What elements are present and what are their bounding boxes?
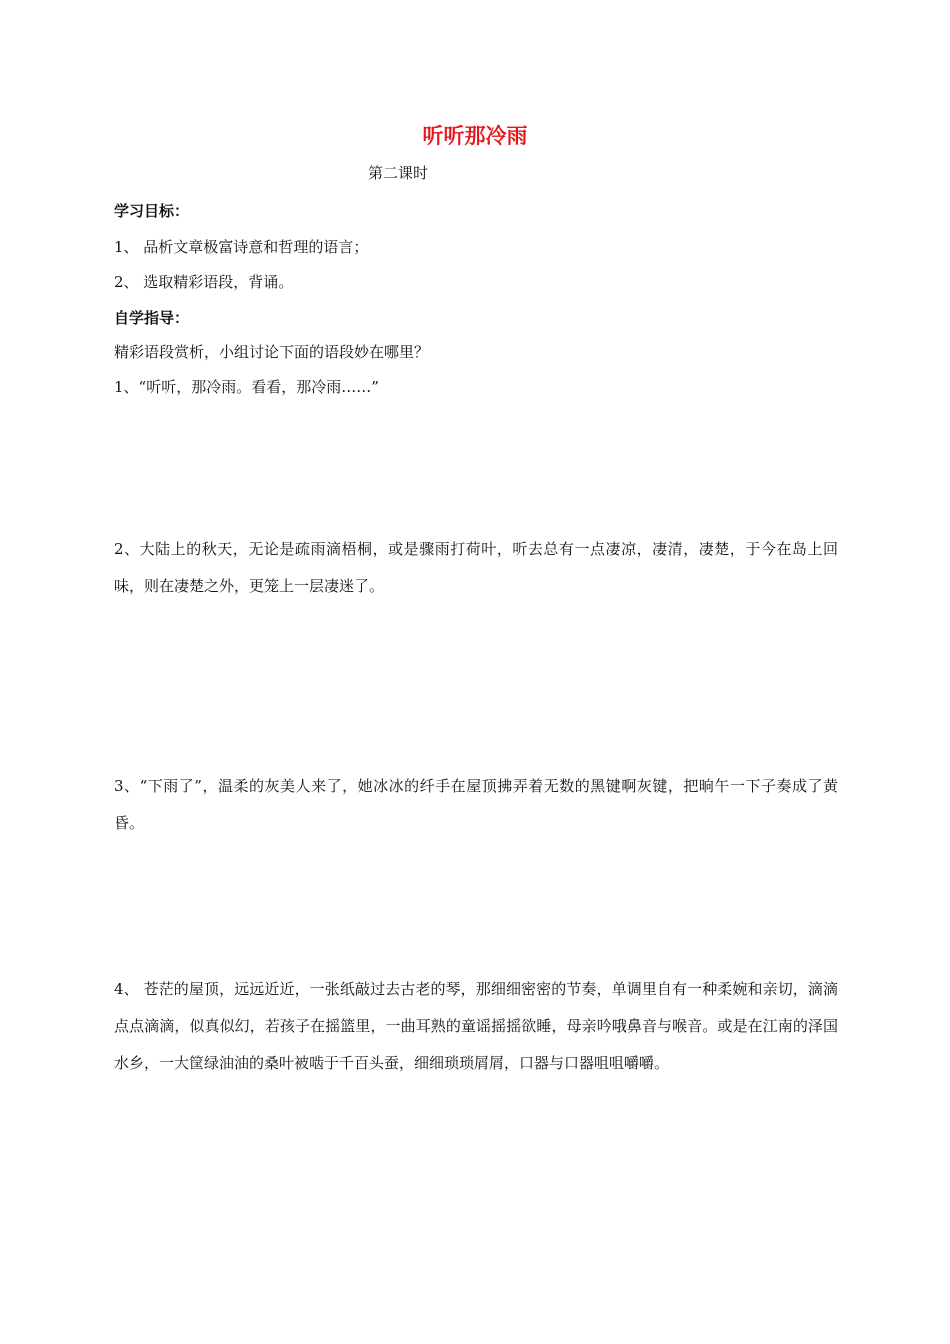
objective-item-1: 1、 品析文章极富诗意和哲理的语言； [114, 238, 369, 256]
guidance-intro: 精彩语段赏析，小组讨论下面的语段妙在哪里？ [114, 343, 430, 361]
objective-item-2: 2、 选取精彩语段，背诵。 [114, 273, 294, 291]
passage-3: 3、“下雨了”，温柔的灰美人来了，她冰冰的纤手在屋顶拂弄着无数的黑键啊灰键，把晌午一下子奏成了黄昏。 [114, 777, 838, 832]
document-title: 听听那冷雨 [422, 124, 528, 148]
guidance-heading: 自学指导： [114, 309, 190, 327]
passage-2: 2、大陆上的秋天，无论是疏雨滴梧桐，或是骤雨打荷叶，听去总有一点凄凉，凄清，凄楚，于今在岛上回味，则在凄楚之外，更笼上一层凄迷了。 [114, 540, 838, 595]
passage-1: 1、“听听，那冷雨。看看，那冷雨……” [114, 378, 379, 396]
passage-4: 4、 苍茫的屋顶，远远近近，一张纸敲过去古老的琴，那细细密密的节奏，单调里自有一种柔婉和亲切，滴滴点点滴滴，似真似幻，若孩子在摇篮里，一曲耳熟的童谣摇摇欲睡，母亲吟哦鼻音与喉音。或是在江南的泽国水乡，一大筐绿油油的桑叶被啮于千百头蚕，细细琐琐屑屑，口器与口器咀咀嚼嚼。 [114, 980, 838, 1072]
lesson-period: 第二课时 [368, 164, 429, 182]
objectives-heading: 学习目标： [114, 202, 190, 220]
